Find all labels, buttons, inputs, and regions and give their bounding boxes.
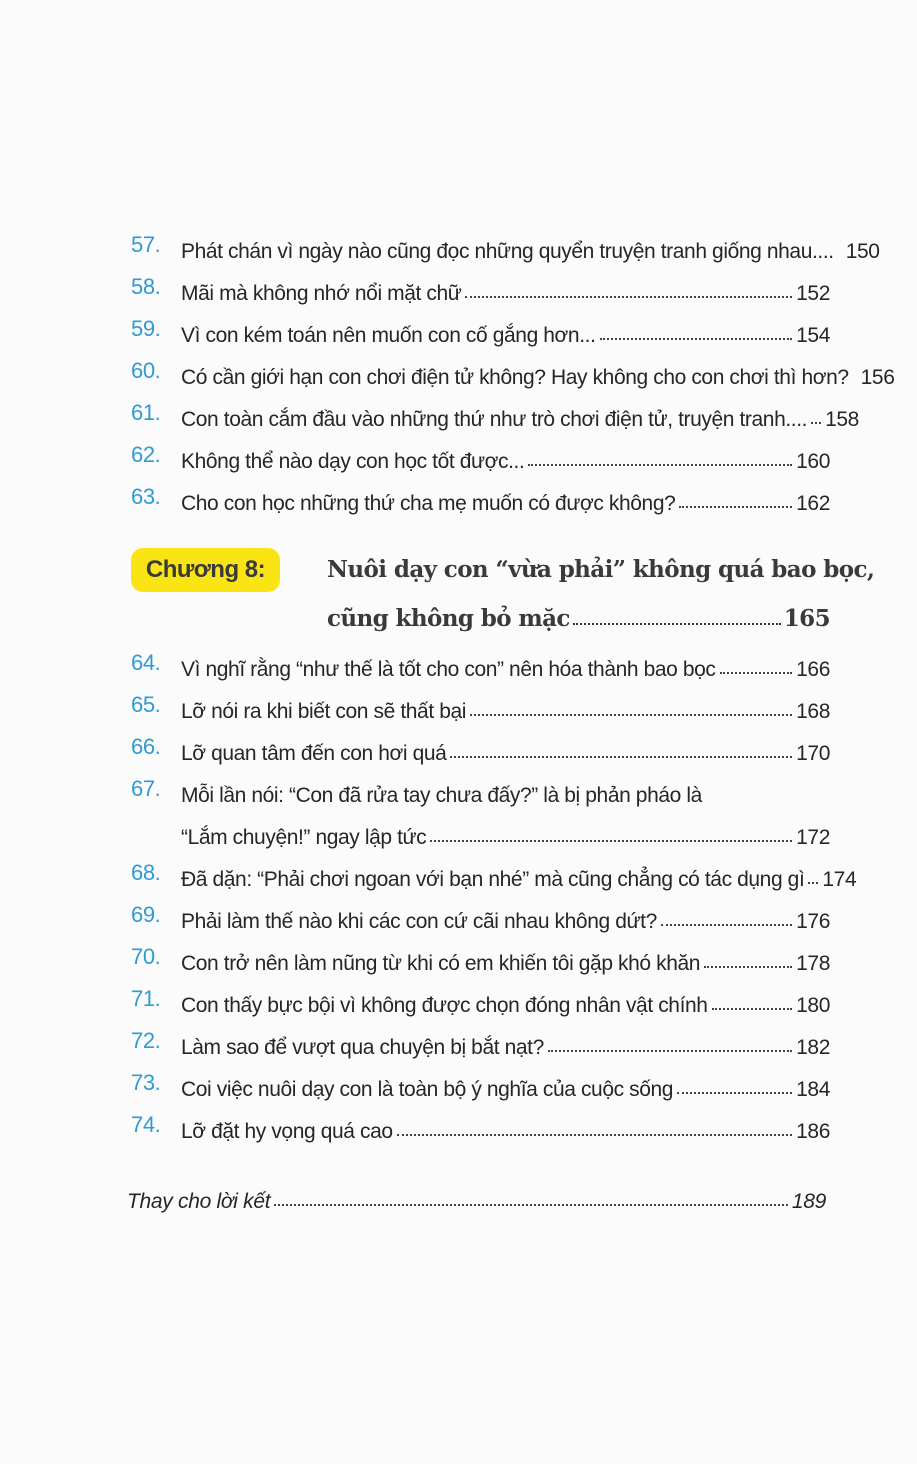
chapter-title-line-1: Nuôi dạy con “vừa phải” không quá bao bọc, — [327, 556, 875, 583]
entry-title: Vì nghĩ rằng “như thế là tốt cho con” nên hóa thành bao bọc — [181, 658, 716, 681]
leader-dots — [450, 756, 792, 758]
entry-page-number: 180 — [796, 994, 830, 1017]
entry-number: 61. — [131, 400, 161, 425]
entry-page-number: 150 — [845, 240, 880, 263]
entry-title: Làm sao để vượt qua chuyện bị bắt nạt? — [181, 1036, 544, 1059]
leader-dots — [528, 464, 792, 466]
toc-entry[interactable] — [0, 436, 917, 474]
entry-page-number: 186 — [796, 1120, 830, 1143]
leader-dots — [600, 338, 793, 340]
chapter-title-line-2[interactable] — [327, 598, 830, 632]
leader-dots — [679, 506, 792, 508]
entry-number: 65. — [131, 692, 161, 717]
entry-line — [181, 938, 830, 976]
toc-entry[interactable] — [0, 268, 917, 306]
entry-line — [181, 980, 830, 1018]
entry-title: Cho con học những thứ cha mẹ muốn có được không? — [181, 492, 676, 515]
entry-title: Đã dặn: “Phải chơi ngoan với bạn nhé” mà cũng chẳng có tác dụng gì — [181, 868, 805, 891]
entry-page-number: 166 — [796, 658, 830, 681]
entry-page-number: 154 — [796, 324, 830, 347]
leader-dots — [720, 672, 793, 674]
entry-line — [181, 686, 830, 724]
entry-line — [181, 268, 830, 306]
afterword-title: Thay cho lời kết — [127, 1190, 271, 1213]
entry-page-number: 182 — [796, 1036, 830, 1059]
entry-title: Mỗi lần nói: “Con đã rửa tay chưa đấy?” là bị phản pháo là — [181, 784, 702, 807]
toc-entry[interactable] — [0, 478, 917, 516]
afterword-entry[interactable] — [127, 1176, 826, 1214]
entry-page-number: 178 — [796, 952, 830, 975]
entry-line — [181, 478, 830, 516]
toc-entry[interactable] — [0, 1064, 917, 1102]
entry-page-number: 160 — [796, 450, 830, 473]
entry-number: 58. — [131, 274, 161, 299]
leader-dots — [677, 1092, 792, 1094]
entry-number: 73. — [131, 1070, 161, 1095]
toc-entry[interactable] — [0, 980, 917, 1018]
entry-title: Mãi mà không nhớ nổi mặt chữ — [181, 282, 462, 305]
entry-line — [181, 728, 830, 766]
toc-entry[interactable] — [0, 896, 917, 934]
entry-line — [181, 1106, 830, 1144]
entry-number: 66. — [131, 734, 161, 759]
entry-page-number: 168 — [796, 700, 830, 723]
entry-page-number: 156 — [860, 366, 895, 389]
toc-entry[interactable] — [0, 352, 917, 390]
leader-dots — [808, 882, 818, 884]
toc-entry-continuation[interactable] — [0, 812, 917, 850]
entry-title: Phải làm thế nào khi các con cứ cãi nhau không dứt? — [181, 910, 657, 933]
entry-line — [181, 644, 830, 682]
entry-number: 71. — [131, 986, 161, 1011]
leader-dots — [470, 714, 792, 716]
entry-line — [181, 896, 830, 934]
entry-line — [181, 812, 830, 850]
entry-line — [181, 854, 857, 892]
entry-number: 60. — [131, 358, 161, 383]
entry-number: 69. — [131, 902, 161, 927]
toc-entry[interactable] — [0, 310, 917, 348]
toc-entry[interactable] — [0, 686, 917, 724]
leader-dots — [704, 966, 792, 968]
leader-dots — [397, 1134, 793, 1136]
entry-line — [181, 1022, 830, 1060]
leader-dots — [548, 1050, 792, 1052]
entry-number: 63. — [131, 484, 161, 509]
entry-title: Coi việc nuôi dạy con là toàn bộ ý nghĩa của cuộc sống — [181, 1078, 674, 1101]
leader-dots — [430, 840, 792, 842]
entry-page-number: 158 — [825, 408, 859, 431]
toc-entry[interactable] — [0, 1106, 917, 1144]
chapter-page-number: 165 — [783, 605, 830, 632]
entry-title: Có cần giới hạn con chơi điện tử không? Hay không cho con chơi thì hơn? — [181, 366, 849, 389]
toc-entry[interactable] — [0, 644, 917, 682]
entry-number: 72. — [131, 1028, 161, 1053]
toc-entry[interactable] — [0, 854, 917, 892]
entry-title-continued: “Lắm chuyện!” ngay lập tức — [181, 826, 427, 849]
entry-page-number: 174 — [822, 868, 857, 891]
leader-dots — [661, 924, 792, 926]
entry-line — [181, 310, 830, 348]
entry-title: Con trở nên làm nũng từ khi có em khiến tôi gặp khó khăn — [181, 952, 701, 975]
entry-page-number: 170 — [796, 742, 830, 765]
entry-page-number: 172 — [796, 826, 830, 849]
entry-title: Lỡ đặt hy vọng quá cao — [181, 1120, 393, 1143]
toc-entry[interactable] — [0, 770, 917, 808]
chapter-label-badge — [131, 548, 280, 592]
toc-entry[interactable] — [0, 938, 917, 976]
entry-line — [181, 436, 830, 474]
toc-entry[interactable] — [0, 728, 917, 766]
toc-entry[interactable] — [0, 394, 917, 432]
entry-number: 68. — [131, 860, 161, 885]
leader-dots — [811, 422, 821, 424]
entry-title: Phát chán vì ngày nào cũng đọc những quyển truyện tranh giống nhau.... — [181, 240, 834, 263]
chapter-title-text: cũng không bỏ mặc — [327, 605, 570, 632]
entry-line — [181, 1064, 830, 1102]
entry-title: Lỡ nói ra khi biết con sẽ thất bại — [181, 700, 467, 723]
afterword-page-number: 189 — [791, 1190, 826, 1213]
entry-line — [181, 394, 859, 432]
entry-number: 74. — [131, 1112, 161, 1137]
entry-number: 67. — [131, 776, 161, 801]
leader-dots — [465, 296, 792, 298]
entry-title: Con toàn cắm đầu vào những thứ như trò chơi điện tử, truyện tranh.... — [181, 408, 808, 431]
toc-entry[interactable] — [0, 226, 917, 264]
entry-page-number: 152 — [796, 282, 830, 305]
toc-entry[interactable] — [0, 1022, 917, 1060]
entry-title: Lỡ quan tâm đến con hơi quá — [181, 742, 447, 765]
entry-page-number: 162 — [796, 492, 830, 515]
entry-number: 57. — [131, 232, 161, 257]
entry-title: Không thể nào dạy con học tốt được... — [181, 450, 525, 473]
chapter-label: Chương 8: — [145, 556, 266, 583]
entry-page-number: 176 — [796, 910, 830, 933]
leader-dots — [712, 1008, 793, 1010]
leader-dots — [274, 1204, 788, 1206]
entry-number: 64. — [131, 650, 161, 675]
entry-line — [181, 226, 880, 264]
entry-number: 59. — [131, 316, 161, 341]
leader-dots — [573, 623, 781, 625]
entry-line — [181, 352, 895, 390]
entry-title: Con thấy bực bội vì không được chọn đóng nhân vật chính — [181, 994, 708, 1017]
entry-title: Vì con kém toán nên muốn con cố gắng hơn... — [181, 324, 596, 347]
entry-page-number: 184 — [796, 1078, 830, 1101]
entry-number: 62. — [131, 442, 161, 467]
entry-number: 70. — [131, 944, 161, 969]
